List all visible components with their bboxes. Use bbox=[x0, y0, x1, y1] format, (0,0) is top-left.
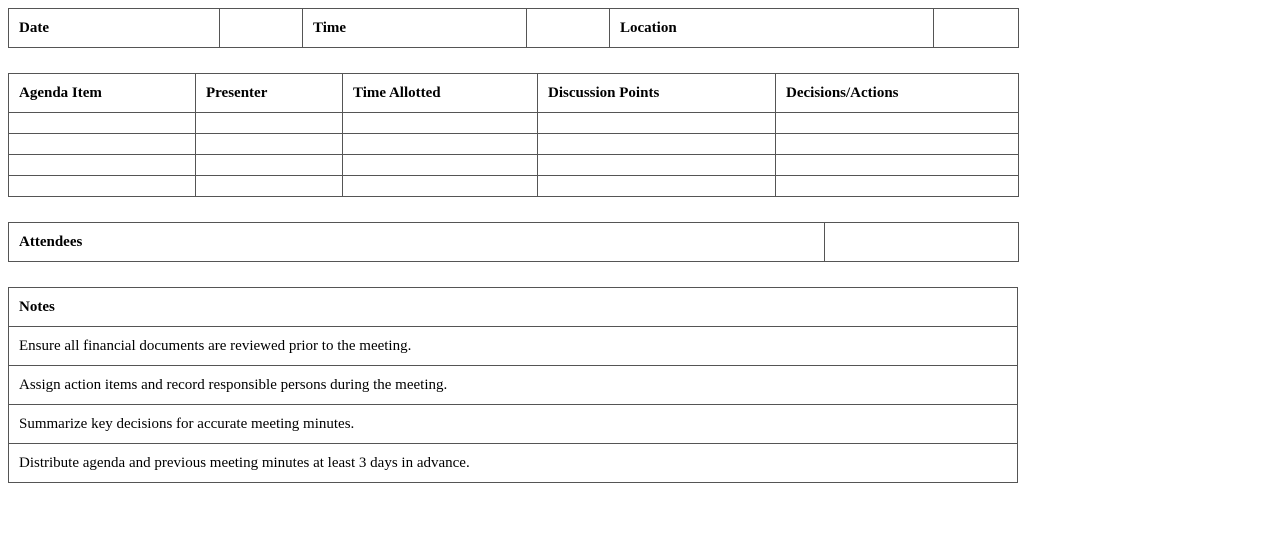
agenda-header-presenter: Presenter bbox=[196, 74, 343, 113]
agenda-cell[interactable] bbox=[9, 113, 196, 134]
agenda-cell[interactable] bbox=[9, 155, 196, 176]
date-label: Date bbox=[9, 9, 220, 48]
notes-table bbox=[8, 287, 1018, 483]
agenda-cell[interactable] bbox=[776, 113, 1019, 134]
agenda-cell[interactable] bbox=[538, 134, 776, 155]
attendees-value-cell[interactable] bbox=[825, 223, 1019, 262]
date-value-cell[interactable] bbox=[220, 9, 303, 48]
agenda-cell[interactable] bbox=[196, 176, 343, 197]
agenda-cell[interactable] bbox=[343, 155, 538, 176]
agenda-header-row bbox=[9, 74, 1019, 113]
agenda-cell[interactable] bbox=[538, 113, 776, 134]
note-item: Summarize key decisions for accurate meeting minutes. bbox=[9, 405, 1018, 444]
agenda-table bbox=[8, 73, 1019, 197]
agenda-cell[interactable] bbox=[538, 176, 776, 197]
notes-row bbox=[9, 327, 1018, 366]
agenda-row bbox=[9, 113, 1019, 134]
agenda-header-decisions-actions: Decisions/Actions bbox=[776, 74, 1019, 113]
agenda-cell[interactable] bbox=[196, 134, 343, 155]
agenda-cell[interactable] bbox=[196, 155, 343, 176]
agenda-cell[interactable] bbox=[776, 134, 1019, 155]
time-value-cell[interactable] bbox=[527, 9, 610, 48]
agenda-cell[interactable] bbox=[343, 134, 538, 155]
agenda-cell[interactable] bbox=[776, 155, 1019, 176]
location-label: Location bbox=[610, 9, 934, 48]
agenda-header-agenda-item: Agenda Item bbox=[9, 74, 196, 113]
note-item: Distribute agenda and previous meeting minutes at least 3 days in advance. bbox=[9, 444, 1018, 483]
agenda-cell[interactable] bbox=[196, 113, 343, 134]
notes-row bbox=[9, 444, 1018, 483]
agenda-cell[interactable] bbox=[776, 176, 1019, 197]
agenda-cell[interactable] bbox=[343, 113, 538, 134]
agenda-cell[interactable] bbox=[9, 134, 196, 155]
time-label: Time bbox=[303, 9, 527, 48]
meeting-info-row bbox=[9, 9, 1019, 48]
agenda-row bbox=[9, 134, 1019, 155]
agenda-cell[interactable] bbox=[343, 176, 538, 197]
agenda-cell[interactable] bbox=[538, 155, 776, 176]
meeting-info-table bbox=[8, 8, 1019, 48]
agenda-row bbox=[9, 176, 1019, 197]
agenda-header-time-allotted: Time Allotted bbox=[343, 74, 538, 113]
note-item: Ensure all financial documents are reviewed prior to the meeting. bbox=[9, 327, 1018, 366]
note-item: Assign action items and record responsible persons during the meeting. bbox=[9, 366, 1018, 405]
notes-row bbox=[9, 405, 1018, 444]
attendees-table bbox=[8, 222, 1019, 262]
agenda-cell[interactable] bbox=[9, 176, 196, 197]
attendees-row bbox=[9, 223, 1019, 262]
agenda-header-discussion-points: Discussion Points bbox=[538, 74, 776, 113]
agenda-row bbox=[9, 155, 1019, 176]
location-value-cell[interactable] bbox=[934, 9, 1019, 48]
notes-row bbox=[9, 366, 1018, 405]
notes-label: Notes bbox=[9, 288, 1018, 327]
attendees-label: Attendees bbox=[9, 223, 825, 262]
notes-header-row bbox=[9, 288, 1018, 327]
